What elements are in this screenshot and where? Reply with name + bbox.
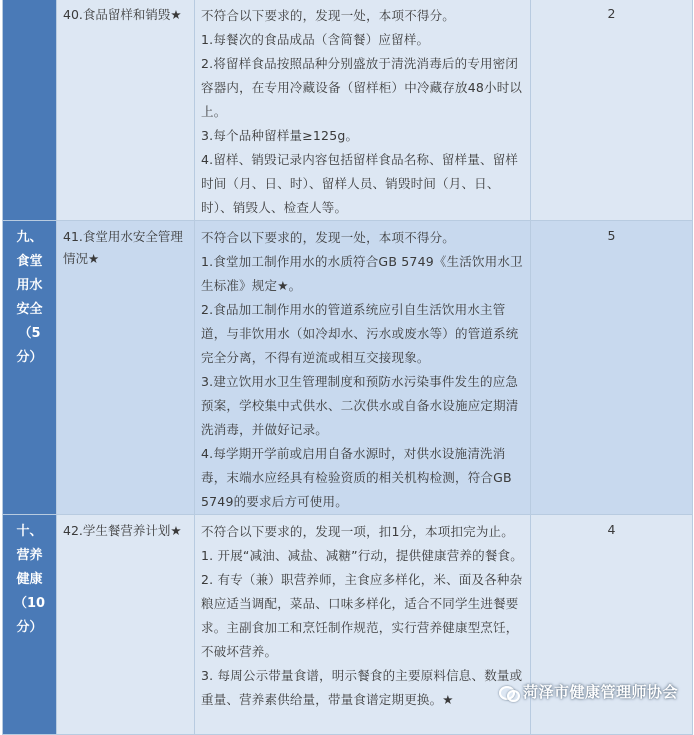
- section-label: 营养: [16, 548, 43, 563]
- wechat-icon: [499, 684, 517, 700]
- item-cell: 40.食品留样和销毁★: [57, 0, 195, 221]
- requirement-text: 4.留样、销毁记录内容包括留样食品名称、留样量、留样时间（月、日、时）、留样人员、销毁时间（月、日、时）、销毁人、检查人等。: [201, 152, 519, 215]
- inspection-table: [2, 0, 693, 735]
- requirement-text: 3.每个品种留样量≥125g。: [201, 128, 359, 143]
- requirement-text: 不符合以下要求的，发现一项，扣1分，本项扣完为止。: [201, 524, 514, 539]
- requirement-text: 2.将留样食品按照品种分别盛放于清洗消毒后的专用密闭容器内，在专用冷藏设备（留样柜）中冷藏存放48小时以上。: [201, 56, 523, 119]
- section-label: （10: [13, 596, 46, 611]
- requirement-text: 3.建立饮用水卫生管理制度和预防水污染事件发生的应急预案，学校集中式供水、二次供水或自备水设施应定期清洗消毒，并做好记录。: [201, 374, 519, 437]
- section-label: （5: [18, 326, 41, 341]
- score-cell: 2: [531, 0, 693, 221]
- section-label: 九、: [16, 230, 43, 245]
- item-cell: 42.学生餐营养计划★: [57, 515, 195, 735]
- requirement-text: 1.食堂加工制作用水的水质符合GB 5749《生活饮用水卫生标准》规定★。: [201, 254, 523, 293]
- requirement-text: 不符合以下要求的，发现一处，本项不得分。: [201, 230, 456, 245]
- score-cell: 5: [531, 221, 693, 515]
- section-label: 食堂: [16, 254, 43, 269]
- requirements-cell: [195, 221, 531, 515]
- score-cell: 4: [531, 515, 693, 735]
- table-row: [3, 0, 693, 221]
- requirement-text: 1.每餐次的食品成品（含简餐）应留样。: [201, 32, 430, 47]
- requirements-cell: [195, 0, 531, 221]
- section-cell: [3, 515, 57, 735]
- section-label: 健康: [16, 572, 43, 587]
- section-label: 分）: [16, 350, 43, 365]
- section-cell: [3, 221, 57, 515]
- requirement-text: 2.食品加工制作用水的管道系统应引自生活饮用水主管道，与非饮用水（如冷却水、污水或废水等）的管道系统完全分离，不得有逆流或相互交接现象。: [201, 302, 519, 365]
- watermark-text: 菏泽市健康管理师协会: [522, 683, 678, 701]
- requirement-text: 1. 开展“减油、减盐、减糖”行动，提供健康营养的餐食。: [201, 548, 523, 563]
- section-label: 安全: [16, 302, 43, 317]
- requirement-text: 4.每学期开学前或启用自备水源时，对供水设施清洗消毒，末端水应经具有检验资质的相关机构检测，符合GB 5749的要求后方可使用。: [201, 446, 512, 509]
- item-cell: 41.食堂用水安全管理情况★: [57, 221, 195, 515]
- table-row: [3, 221, 693, 515]
- section-cell: [3, 0, 57, 221]
- requirement-text: 不符合以下要求的，发现一处，本项不得分。: [201, 8, 456, 23]
- section-label: 分）: [16, 620, 43, 635]
- section-label: 十、: [16, 524, 43, 539]
- section-label: 用水: [16, 278, 43, 293]
- watermark: [499, 681, 678, 702]
- requirement-text: 2. 有专（兼）职营养师，主食应多样化，米、面及各种杂粮应适当调配，菜品、口味多样化，适合不同学生进餐要求。主副食加工和烹饪制作规范，实行营养健康型烹饪，不破坏营养。: [201, 572, 523, 659]
- requirement-text: 3. 每周公示带量食谱，明示餐食的主要原料信息、数量或重量、营养素供给量，带量食谱定期更换。★: [201, 668, 523, 707]
- requirements-cell: [195, 515, 531, 735]
